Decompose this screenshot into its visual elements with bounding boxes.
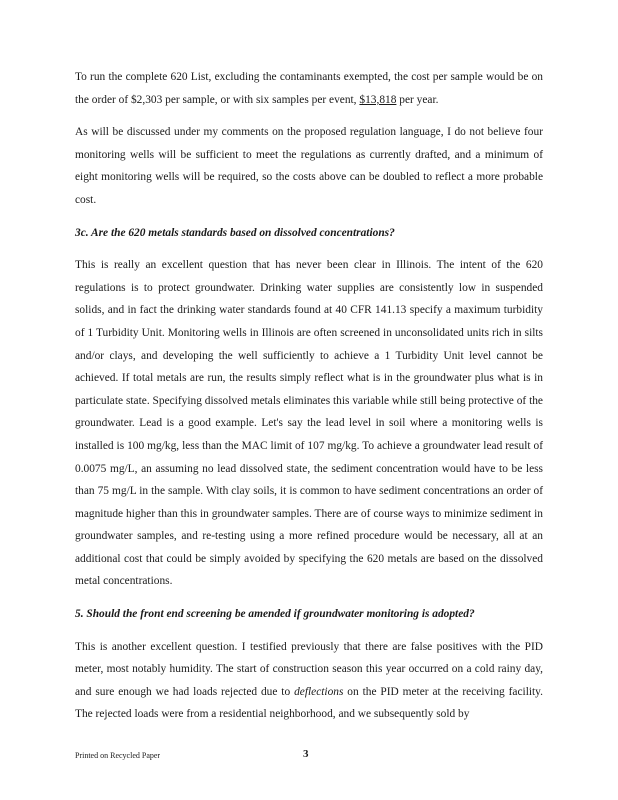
paragraph-dissolved-metals: This is really an excellent question that has never been clear in Illinois. The intent of the 620 regulations is to protect groundwater. Drinking water supplies are consistently low in suspended solids, and in fact the drinking water standards found at 40 CFR 141.13 specify a maximum turbidity of 1 Turbidity Unit. Monitoring wells in Illinois are often screened in unconsolidated units rich in silts and/or clays, and developing the well sufficiently to achieve a 1 Turbidity Unit level cannot be achieved. If total metals are run, the results simply reflect what is in the groundwater plus what is in particulate state. Specifying dissolved metals eliminates this variable while still being protective of the groundwater. Lead is a good example. Let's say the lead level in soil where a monitoring wells is installed is 100 mg/kg, less than the MAC limit of 107 mg/kg. To achieve a groundwater lead result of 0.0075 mg/L, an assuming no lead dissolved state, the sediment concentration would have to be less than 75 mg/L in the sample. With clay soils, it is common to have sediment concentrations an order of magnitude higher than this in groundwater samples. There are of course ways to minimize sediment in groundwater samples, and re-testing using a more refined procedure would be necessary, all at an additional cost that could be simply avoided by specifying the 620 metals are based on the dissolved metal concentrations. xyxy=(75,259,543,588)
pid-text-end: on the PID meter at the receiving facility. The rejected loads were from a residential neighborhood, and we subsequently sold by xyxy=(75,685,543,721)
paragraph-monitoring-wells: As will be discussed under my comments on the proposed regulation language, I do not believe four monitoring wells will be sufficient to meet the regulations as currently drafted, and a minimum of eight monitoring wells will be required, so the costs above can be doubled to reflect a more probable cost. xyxy=(75,126,543,206)
page-number: 3 xyxy=(303,748,309,760)
cost-text-end: per year. xyxy=(396,93,439,106)
paragraph-cost-per-sample xyxy=(75,66,543,111)
cost-text-start: To run the complete 620 List, excluding the contaminants exempted, the cost per sample would be on the order of $2,303 per sample, or with six samples per event, xyxy=(75,71,543,106)
document-page xyxy=(75,66,543,736)
heading-3c-dissolved-metals: 3c. Are the 620 metals standards based on dissolved concentrations? xyxy=(75,226,395,239)
annual-cost-amount: $13,818 xyxy=(359,93,397,106)
heading-5-front-end-screening: 5. Should the front end screening be amended if groundwater monitoring is adopted? xyxy=(75,608,475,621)
footer-recycled-note: Printed on Recycled Paper xyxy=(75,751,161,760)
paragraph-pid-meter xyxy=(75,636,543,726)
deflections-emphasis: deflections xyxy=(294,685,344,698)
pid-text-start: This is another excellent question. I testified previously that there are false positives with the PID meter, most notably humidity. The start of construction season this year occurred on a cold rainy day, and sure enough we had loads rejected due to xyxy=(75,640,543,698)
